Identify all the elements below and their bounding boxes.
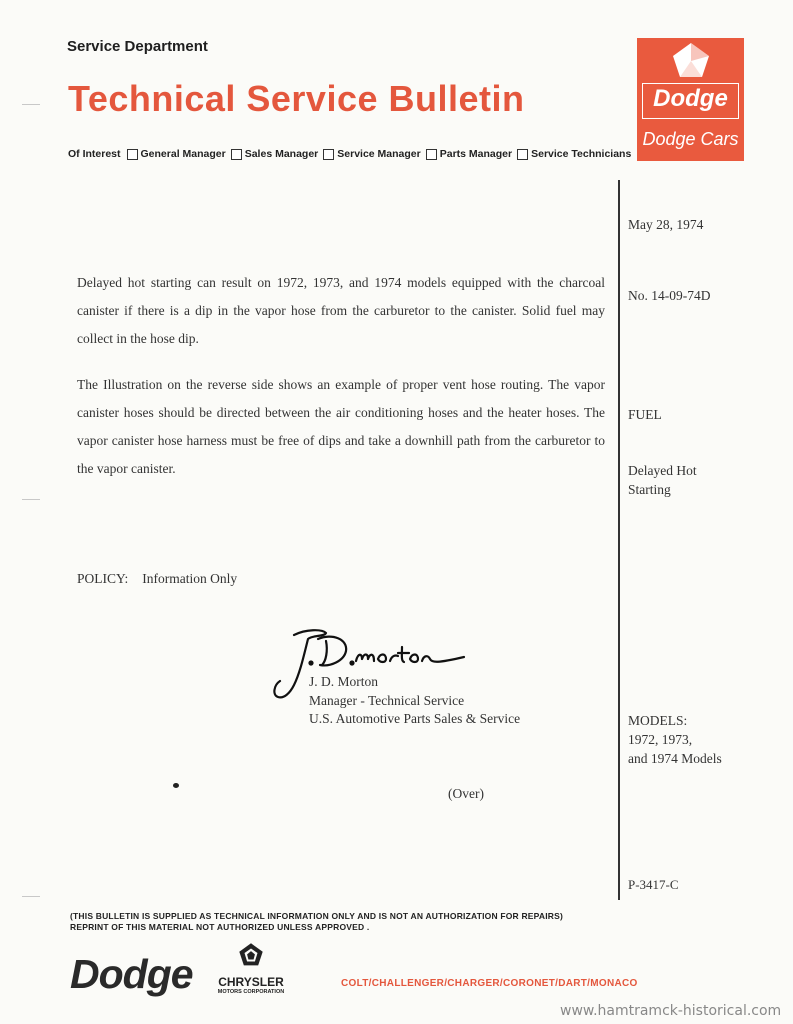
signer-title: Manager - Technical Service: [309, 692, 465, 708]
bulletin-category: FUEL: [628, 407, 662, 422]
checkbox-icon: [323, 149, 334, 160]
disclaimer: (THIS BULLETIN IS SUPPLIED AS TECHNICAL INFORMATION ONLY AND IS NOT AN AUTHORIZATION FOR REPAIRS) REPRINT OF THIS MATERIAL NOT AUTHORIZED UNLESS APPROVED .: [70, 911, 564, 932]
chrysler-logo: [215, 942, 287, 995]
bulletin-number: No. 14-09-74D: [628, 288, 711, 303]
body-paragraph-1: Delayed hot starting can result on 1972, 1973, and 1974 models equipped with the charcoal canister if there is a dip in the vapor hose from the carburetor to the canister. Solid fuel may collect in the hose dip.: [77, 275, 605, 346]
bulletin-date: May 28, 1974: [628, 217, 704, 232]
signer-department: U.S. Automotive Parts Sales & Service: [309, 711, 521, 726]
hole-punch-mark: [22, 499, 40, 500]
interest-option-service-technicians: Service Technicians: [517, 148, 631, 160]
checkbox-icon: [426, 149, 437, 160]
interest-option-general-manager: General Manager: [127, 148, 226, 160]
column-divider: [618, 180, 620, 900]
checkbox-icon: [231, 149, 242, 160]
interest-option-service-manager: Service Manager: [323, 148, 420, 160]
logo-subtitle: Dodge Cars: [642, 129, 739, 149]
hole-punch-mark: [22, 896, 40, 897]
watermark: www.hamtramck-historical.com: [560, 1003, 782, 1019]
policy-label: POLICY:: [77, 571, 129, 586]
policy-value: Information Only: [142, 571, 238, 586]
ink-dot: [173, 783, 179, 788]
of-interest-label: Of Interest: [68, 148, 121, 160]
policy-line: [77, 571, 237, 587]
interest-option-sales-manager: Sales Manager: [231, 148, 319, 160]
form-number: P-3417-C: [628, 877, 679, 892]
footer-dodge-logo: Dodge: [70, 951, 193, 997]
body-paragraph-2: The Illustration on the reverse side shows an example of proper vent hose routing. The vapor canister hoses should be directed between the air conditioning hoses and the heater hoses. The vapor canister hose harness must be free of dips and take a downhill path from the carburetor to the vapor canister.: [77, 377, 605, 476]
of-interest-row: [68, 148, 636, 160]
chrysler-name: CHRYSLER: [218, 975, 284, 989]
footer-models-line: COLT/CHALLENGER/CHARGER/CORONET/DART/MONACO: [341, 978, 638, 989]
over-label: (Over): [448, 786, 484, 801]
bulletin-models: MODELS: 1972, 1973, and 1974 Models: [628, 713, 722, 766]
signer-name: J. D. Morton: [309, 674, 379, 689]
pentastar-icon: [671, 41, 711, 81]
pentastar-icon: [238, 942, 264, 968]
checkbox-icon: [517, 149, 528, 160]
department-label: Service Department: [67, 38, 208, 55]
chrysler-subtitle: MOTORS CORPORATION: [217, 989, 285, 995]
interest-option-parts-manager: Parts Manager: [426, 148, 512, 160]
hole-punch-mark: [22, 104, 40, 105]
bulletin-subject: Delayed Hot Starting: [628, 463, 697, 497]
bulletin-title: Technical Service Bulletin: [68, 78, 525, 119]
logo-brand: Dodge: [653, 85, 728, 112]
dodge-logo-block: [637, 38, 744, 161]
checkbox-icon: [127, 149, 138, 160]
signature-block: [309, 673, 520, 729]
